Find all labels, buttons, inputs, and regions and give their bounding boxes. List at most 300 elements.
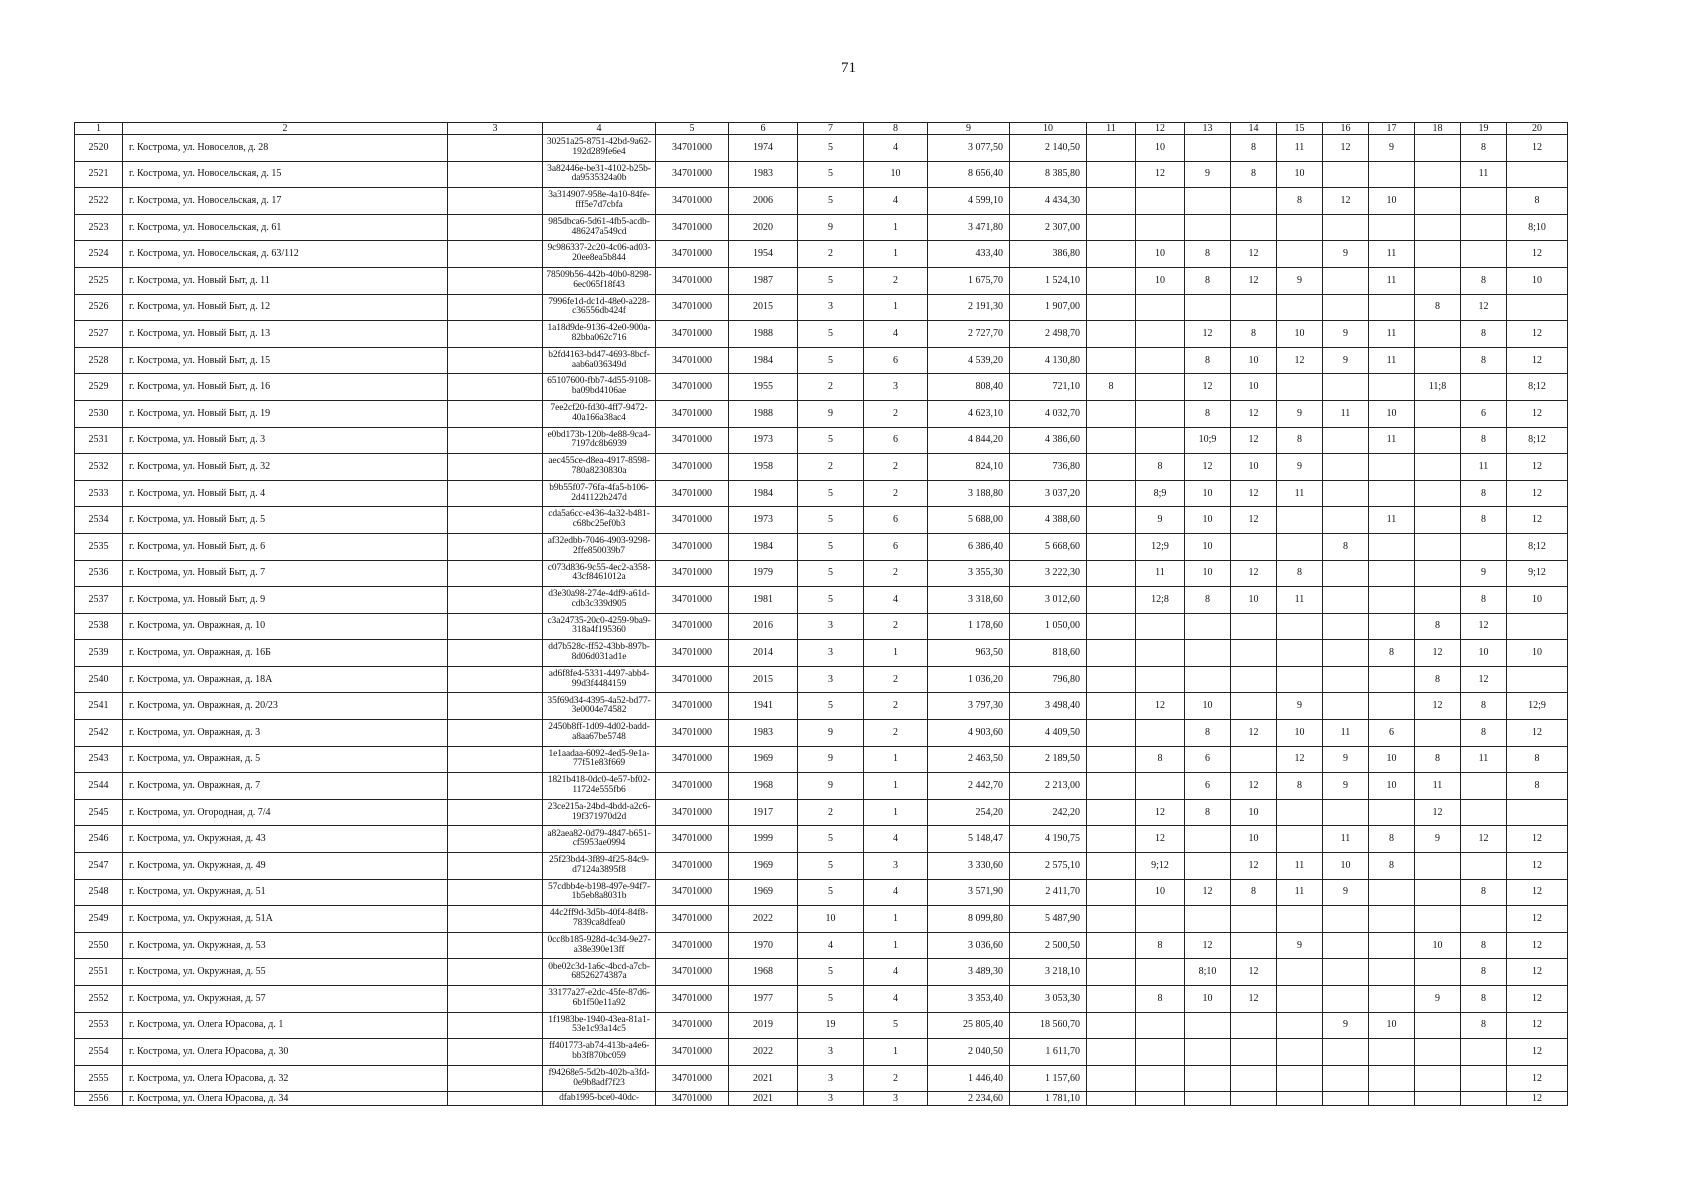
table-cell: 11 — [1369, 321, 1415, 348]
table-cell: 12 — [1507, 853, 1568, 880]
table-cell: 3 188,80 — [928, 480, 1010, 507]
table-cell: 34701000 — [656, 161, 729, 188]
table-cell: 44c2ff9d-3d5b-40f4-84f8-7839ca8dfea0 — [543, 906, 656, 933]
table-cell: 8 — [1185, 347, 1231, 374]
table-cell — [448, 959, 543, 986]
table-cell: 2 411,70 — [1010, 879, 1087, 906]
table-cell: 5 — [798, 161, 864, 188]
table-cell: 3 330,60 — [928, 853, 1010, 880]
table-cell: 8 — [1507, 773, 1568, 800]
table-cell: 2 040,50 — [928, 1039, 1010, 1066]
table-cell: г. Кострома, ул. Огородная, д. 7/4 — [123, 799, 448, 826]
table-cell — [448, 400, 543, 427]
table-cell: 2021 — [729, 1092, 798, 1106]
table-cell: 8 — [1461, 507, 1507, 534]
table-cell — [448, 666, 543, 693]
table-cell — [1277, 241, 1323, 268]
table-cell: 2534 — [75, 507, 123, 534]
table-cell: 12 — [1231, 560, 1277, 587]
table-cell — [1323, 374, 1369, 401]
table-cell: c073d836-9c55-4ec2-a358-43cf8461012a — [543, 560, 656, 587]
table-row — [75, 241, 1568, 268]
table-cell — [1087, 666, 1136, 693]
table-cell: 12 — [1185, 321, 1231, 348]
table-cell: 34701000 — [656, 986, 729, 1013]
table-cell — [1087, 321, 1136, 348]
table-cell — [1277, 1039, 1323, 1066]
table-cell: 18 560,70 — [1010, 1012, 1087, 1039]
table-cell: 34701000 — [656, 135, 729, 162]
table-cell: 8 — [1461, 720, 1507, 747]
table-cell: 3 355,30 — [928, 560, 1010, 587]
table-cell — [1323, 454, 1369, 481]
table-cell: 65107600-fbb7-4d55-9108-ba09bd4106ae — [543, 374, 656, 401]
table-cell — [1277, 294, 1323, 321]
table-cell: 2 — [864, 720, 928, 747]
table-cell: 34701000 — [656, 879, 729, 906]
table-cell: 2 — [864, 613, 928, 640]
table-cell: 0be02c3d-1a6c-4bcd-a7cb-68526274387a — [543, 959, 656, 986]
table-cell: 8 — [1461, 480, 1507, 507]
table-cell — [448, 241, 543, 268]
table-cell: 4 — [864, 321, 928, 348]
table-cell — [1323, 294, 1369, 321]
table-row — [75, 214, 1568, 241]
table-cell — [448, 533, 543, 560]
table-cell: 3a82446e-be31-4102-b25b-da9535324a0b — [543, 161, 656, 188]
table-cell — [1185, 188, 1231, 215]
table-cell: 35f69d34-4395-4a52-bd77-3e0004e74582 — [543, 693, 656, 720]
table-cell: 2528 — [75, 347, 123, 374]
table-cell — [1369, 560, 1415, 587]
table-cell — [1185, 666, 1231, 693]
table-cell: 433,40 — [928, 241, 1010, 268]
table-cell: 721,10 — [1010, 374, 1087, 401]
table-cell: 34701000 — [656, 560, 729, 587]
table-cell: 6 — [864, 347, 928, 374]
table-cell: 5 — [798, 693, 864, 720]
table-cell: 12 — [1507, 347, 1568, 374]
table-cell: 12 — [1277, 347, 1323, 374]
table-cell — [1185, 135, 1231, 162]
table-cell: 6 — [1185, 773, 1231, 800]
table-cell: 12 — [1136, 693, 1185, 720]
table-cell — [1136, 321, 1185, 348]
table-cell — [1369, 693, 1415, 720]
table-cell: 1 — [864, 799, 928, 826]
table-cell — [1415, 161, 1461, 188]
table-cell: 34701000 — [656, 613, 729, 640]
table-cell: г. Кострома, ул. Новый Быт, д. 4 — [123, 480, 448, 507]
table-cell: г. Кострома, ул. Новосельская, д. 63/112 — [123, 241, 448, 268]
table-cell: 1 050,00 — [1010, 613, 1087, 640]
table-cell — [448, 932, 543, 959]
table-cell: 4 844,20 — [928, 427, 1010, 454]
table-cell: 9 — [1323, 773, 1369, 800]
table-cell — [1415, 454, 1461, 481]
table-cell: 2020 — [729, 214, 798, 241]
table-cell — [1323, 267, 1369, 294]
column-header: 18 — [1415, 123, 1461, 135]
table-cell: г. Кострома, ул. Окружная, д. 51 — [123, 879, 448, 906]
table-cell — [1231, 533, 1277, 560]
table-cell: г. Кострома, ул. Олега Юрасова, д. 1 — [123, 1012, 448, 1039]
table-cell: 1969 — [729, 746, 798, 773]
table-cell: 2015 — [729, 294, 798, 321]
table-cell: 3 218,10 — [1010, 959, 1087, 986]
table-cell: 9 — [1277, 932, 1323, 959]
table-cell — [1136, 720, 1185, 747]
table-cell: 2533 — [75, 480, 123, 507]
table-cell: 10 — [1507, 267, 1568, 294]
table-cell — [1415, 1092, 1461, 1106]
table-cell: 8 — [1369, 826, 1415, 853]
table-cell — [1087, 347, 1136, 374]
table-cell: 12 — [1277, 746, 1323, 773]
table-cell — [448, 454, 543, 481]
table-cell: г. Кострома, ул. Окружная, д. 49 — [123, 853, 448, 880]
table-cell: 1958 — [729, 454, 798, 481]
table-cell: 8 — [1461, 932, 1507, 959]
table-cell — [1087, 1065, 1136, 1092]
table-cell — [1087, 879, 1136, 906]
table-cell: 3 036,60 — [928, 932, 1010, 959]
table-cell — [1323, 587, 1369, 614]
table-cell: 1 446,40 — [928, 1065, 1010, 1092]
table-cell: 9 — [1369, 135, 1415, 162]
table-cell: 34701000 — [656, 853, 729, 880]
table-cell: г. Кострома, ул. Новый Быт, д. 9 — [123, 587, 448, 614]
table-cell: 57cdbb4e-b198-497e-94f7-1b5eb8a8031b — [543, 879, 656, 906]
table-cell — [448, 613, 543, 640]
table-cell: aec455ce-d8ea-4917-8598-780a8230830a — [543, 454, 656, 481]
table-cell — [1087, 959, 1136, 986]
table-cell: 2546 — [75, 826, 123, 853]
table-cell: 11 — [1323, 400, 1369, 427]
table-cell: 1970 — [729, 932, 798, 959]
table-cell — [1277, 613, 1323, 640]
table-cell: 12 — [1185, 454, 1231, 481]
table-cell — [1136, 347, 1185, 374]
table-cell: 1969 — [729, 879, 798, 906]
table-cell — [1087, 613, 1136, 640]
table-cell: 2 — [864, 560, 928, 587]
table-cell — [1461, 906, 1507, 933]
table-cell: 2 727,70 — [928, 321, 1010, 348]
table-cell: 9 — [798, 720, 864, 747]
table-cell: 25f23bd4-3f89-4f25-84c9-d7124a3895f8 — [543, 853, 656, 880]
table-cell: 12 — [1231, 720, 1277, 747]
table-cell: 1983 — [729, 720, 798, 747]
table-cell: 12 — [1231, 400, 1277, 427]
table-cell: 5 — [864, 1012, 928, 1039]
table-cell: 4 — [864, 188, 928, 215]
table-cell: 11 — [1323, 720, 1369, 747]
column-header: 16 — [1323, 123, 1369, 135]
table-cell — [1461, 533, 1507, 560]
table-cell: 4 — [864, 986, 928, 1013]
table-row — [75, 587, 1568, 614]
table-cell: 2 189,50 — [1010, 746, 1087, 773]
table-cell: 8 — [1461, 879, 1507, 906]
table-cell — [448, 879, 543, 906]
table-cell: 12 — [1507, 826, 1568, 853]
table-cell — [1323, 161, 1369, 188]
table-cell — [1415, 507, 1461, 534]
table-cell: 2 — [798, 799, 864, 826]
table-cell: 30251a25-8751-42bd-9a62-192d289fe6e4 — [543, 135, 656, 162]
table-cell — [1277, 826, 1323, 853]
table-cell — [1323, 214, 1369, 241]
table-cell: 23ce215a-24bd-4bdd-a2c6-19f371970d2d — [543, 799, 656, 826]
table-cell — [448, 321, 543, 348]
table-cell: 11 — [1461, 161, 1507, 188]
table-cell: 824,10 — [928, 454, 1010, 481]
table-cell: 10 — [1369, 1012, 1415, 1039]
table-cell: 1984 — [729, 480, 798, 507]
table-cell: 6 — [864, 507, 928, 534]
table-cell: 2547 — [75, 853, 123, 880]
table-cell: 9 — [798, 400, 864, 427]
table-cell — [448, 986, 543, 1013]
table-cell: 1988 — [729, 321, 798, 348]
table-cell: 8;12 — [1507, 427, 1568, 454]
table-cell: 12 — [1231, 267, 1277, 294]
table-cell — [1231, 613, 1277, 640]
table-cell: 12 — [1507, 135, 1568, 162]
table-cell — [1415, 587, 1461, 614]
table-cell: 10 — [1461, 640, 1507, 667]
table-cell: 11 — [1369, 267, 1415, 294]
table-cell: 1988 — [729, 400, 798, 427]
table-cell — [1415, 959, 1461, 986]
table-cell: 8 — [1136, 986, 1185, 1013]
table-cell: dfab1995-bce0-40dc- — [543, 1092, 656, 1106]
table-row — [75, 1039, 1568, 1066]
table-cell — [1415, 906, 1461, 933]
table-cell: 1977 — [729, 986, 798, 1013]
table-cell — [1136, 188, 1185, 215]
table-cell: 8 385,80 — [1010, 161, 1087, 188]
table-cell: 12 — [1507, 321, 1568, 348]
table-body — [75, 135, 1568, 1106]
table-cell — [1136, 294, 1185, 321]
table-row — [75, 693, 1568, 720]
table-cell: 2544 — [75, 773, 123, 800]
table-cell: 1999 — [729, 826, 798, 853]
table-cell: 5 — [798, 267, 864, 294]
table-cell — [1415, 241, 1461, 268]
table-cell: 2526 — [75, 294, 123, 321]
table-cell: г. Кострома, ул. Новый Быт, д. 7 — [123, 560, 448, 587]
table-cell: 10;9 — [1185, 427, 1231, 454]
table-cell — [1087, 507, 1136, 534]
table-cell: 2536 — [75, 560, 123, 587]
table-cell: 1 — [864, 241, 928, 268]
table-cell: г. Кострома, ул. Новосельская, д. 61 — [123, 214, 448, 241]
table-cell: 8 — [1277, 773, 1323, 800]
table-cell: 4 190,75 — [1010, 826, 1087, 853]
table-cell — [1323, 1092, 1369, 1106]
table-cell: 34701000 — [656, 799, 729, 826]
table-cell: 34701000 — [656, 693, 729, 720]
table-cell: 12 — [1507, 241, 1568, 268]
table-cell: 6 — [1461, 400, 1507, 427]
table-cell: 34701000 — [656, 587, 729, 614]
table-cell — [1323, 640, 1369, 667]
table-cell: 2541 — [75, 693, 123, 720]
table-cell: 1983 — [729, 161, 798, 188]
table-cell: 12 — [1323, 188, 1369, 215]
table-row — [75, 773, 1568, 800]
table-cell: 2531 — [75, 427, 123, 454]
header-row — [75, 123, 1568, 135]
table-row — [75, 294, 1568, 321]
table-cell: г. Кострома, ул. Олега Юрасова, д. 32 — [123, 1065, 448, 1092]
table-cell — [1369, 799, 1415, 826]
table-cell: 8 — [1087, 374, 1136, 401]
table-cell: 2521 — [75, 161, 123, 188]
column-header: 19 — [1461, 123, 1507, 135]
table-cell: 11 — [1369, 507, 1415, 534]
table-cell: г. Кострома, ул. Новый Быт, д. 11 — [123, 267, 448, 294]
table-cell: 12 — [1231, 959, 1277, 986]
table-cell: 3 — [798, 1092, 864, 1106]
table-cell: 3 571,90 — [928, 879, 1010, 906]
table-cell: 8 — [1277, 560, 1323, 587]
table-cell — [1369, 906, 1415, 933]
table-cell: 8 — [1323, 533, 1369, 560]
table-cell — [1185, 826, 1231, 853]
table-cell — [448, 1092, 543, 1106]
table-cell: 1 — [864, 746, 928, 773]
table-cell: 2554 — [75, 1039, 123, 1066]
table-cell: г. Кострома, ул. Новый Быт, д. 19 — [123, 400, 448, 427]
table-cell: 12 — [1507, 959, 1568, 986]
column-header: 8 — [864, 123, 928, 135]
table-cell: 1 157,60 — [1010, 1065, 1087, 1092]
table-cell — [1231, 746, 1277, 773]
table-cell: 10 — [1231, 826, 1277, 853]
table-cell — [1185, 613, 1231, 640]
table-cell: 4 903,60 — [928, 720, 1010, 747]
table-cell: 5 — [798, 480, 864, 507]
table-cell: 12 — [1136, 161, 1185, 188]
table-cell — [1277, 1092, 1323, 1106]
table-cell: г. Кострома, ул. Овражная, д. 20/23 — [123, 693, 448, 720]
table-cell: 8 — [1231, 161, 1277, 188]
table-row — [75, 879, 1568, 906]
table-cell: 12 — [1507, 480, 1568, 507]
table-cell: 6 386,40 — [928, 533, 1010, 560]
table-cell: 8 — [1185, 267, 1231, 294]
table-cell: 2555 — [75, 1065, 123, 1092]
table-cell — [1136, 613, 1185, 640]
table-cell: 2525 — [75, 267, 123, 294]
column-header: 15 — [1277, 123, 1323, 135]
table-cell — [1087, 693, 1136, 720]
table-cell: b9b55f07-76fa-4fa5-b106-2d41122b247d — [543, 480, 656, 507]
table-cell: 3 — [864, 374, 928, 401]
table-cell: 3 222,30 — [1010, 560, 1087, 587]
table-cell — [1185, 853, 1231, 880]
table-cell: 7996fe1d-dc1d-48e0-a228-c36556db424f — [543, 294, 656, 321]
table-cell: 5 — [798, 879, 864, 906]
table-cell: 5 — [798, 826, 864, 853]
table-cell — [448, 1012, 543, 1039]
table-cell: 12 — [1507, 879, 1568, 906]
table-cell — [448, 1039, 543, 1066]
table-cell: 9 — [1185, 161, 1231, 188]
table-cell: 34701000 — [656, 666, 729, 693]
table-cell: 796,80 — [1010, 666, 1087, 693]
table-cell — [1461, 773, 1507, 800]
table-cell: 8 — [1461, 427, 1507, 454]
table-cell — [1087, 853, 1136, 880]
table-cell: 5 — [798, 959, 864, 986]
table-cell: 8 099,80 — [928, 906, 1010, 933]
table-cell: 2 140,50 — [1010, 135, 1087, 162]
table-cell — [1415, 480, 1461, 507]
table-cell: 8 — [1415, 294, 1461, 321]
table-cell: 12 — [1507, 1039, 1568, 1066]
table-cell: 1f1983be-1940-43ea-81a1-53e1c93a14c5 — [543, 1012, 656, 1039]
table-cell: 34701000 — [656, 533, 729, 560]
table-cell: 10 — [1277, 161, 1323, 188]
table-cell: 34701000 — [656, 427, 729, 454]
table-cell — [1323, 986, 1369, 1013]
table-cell: 12 — [1231, 507, 1277, 534]
table-cell — [1087, 135, 1136, 162]
table-cell: 11 — [1277, 879, 1323, 906]
table-cell: 2543 — [75, 746, 123, 773]
table-cell — [1231, 906, 1277, 933]
table-cell — [1415, 321, 1461, 348]
table-row — [75, 507, 1568, 534]
table-cell — [1136, 1039, 1185, 1066]
table-cell: 808,40 — [928, 374, 1010, 401]
table-cell — [1231, 188, 1277, 215]
table-row — [75, 480, 1568, 507]
table-cell: 2006 — [729, 188, 798, 215]
table-cell: 1 — [864, 1039, 928, 1066]
table-cell — [1507, 161, 1568, 188]
table-cell — [1231, 693, 1277, 720]
table-cell: г. Кострома, ул. Овражная, д. 16Б — [123, 640, 448, 667]
table-cell: 8 — [1369, 853, 1415, 880]
table-cell — [1136, 374, 1185, 401]
table-cell: 8 656,40 — [928, 161, 1010, 188]
table-cell: 1 — [864, 214, 928, 241]
table-cell: 4 386,60 — [1010, 427, 1087, 454]
table-cell: 12;9 — [1507, 693, 1568, 720]
table-cell: г. Кострома, ул. Новоселов, д. 28 — [123, 135, 448, 162]
table-cell: 8;9 — [1136, 480, 1185, 507]
table-cell: 5 — [798, 587, 864, 614]
table-cell: 9 — [1277, 454, 1323, 481]
table-cell — [1231, 1092, 1277, 1106]
table-cell: 6 — [1369, 720, 1415, 747]
table-cell: г. Кострома, ул. Новый Быт, д. 6 — [123, 533, 448, 560]
table-cell: 2 — [864, 693, 928, 720]
table-cell: 2019 — [729, 1012, 798, 1039]
table-cell — [1415, 188, 1461, 215]
table-cell: 12 — [1185, 374, 1231, 401]
table-cell: г. Кострома, ул. Новый Быт, д. 15 — [123, 347, 448, 374]
table-cell: 11 — [1136, 560, 1185, 587]
table-cell: 2 442,70 — [928, 773, 1010, 800]
table-cell — [448, 826, 543, 853]
